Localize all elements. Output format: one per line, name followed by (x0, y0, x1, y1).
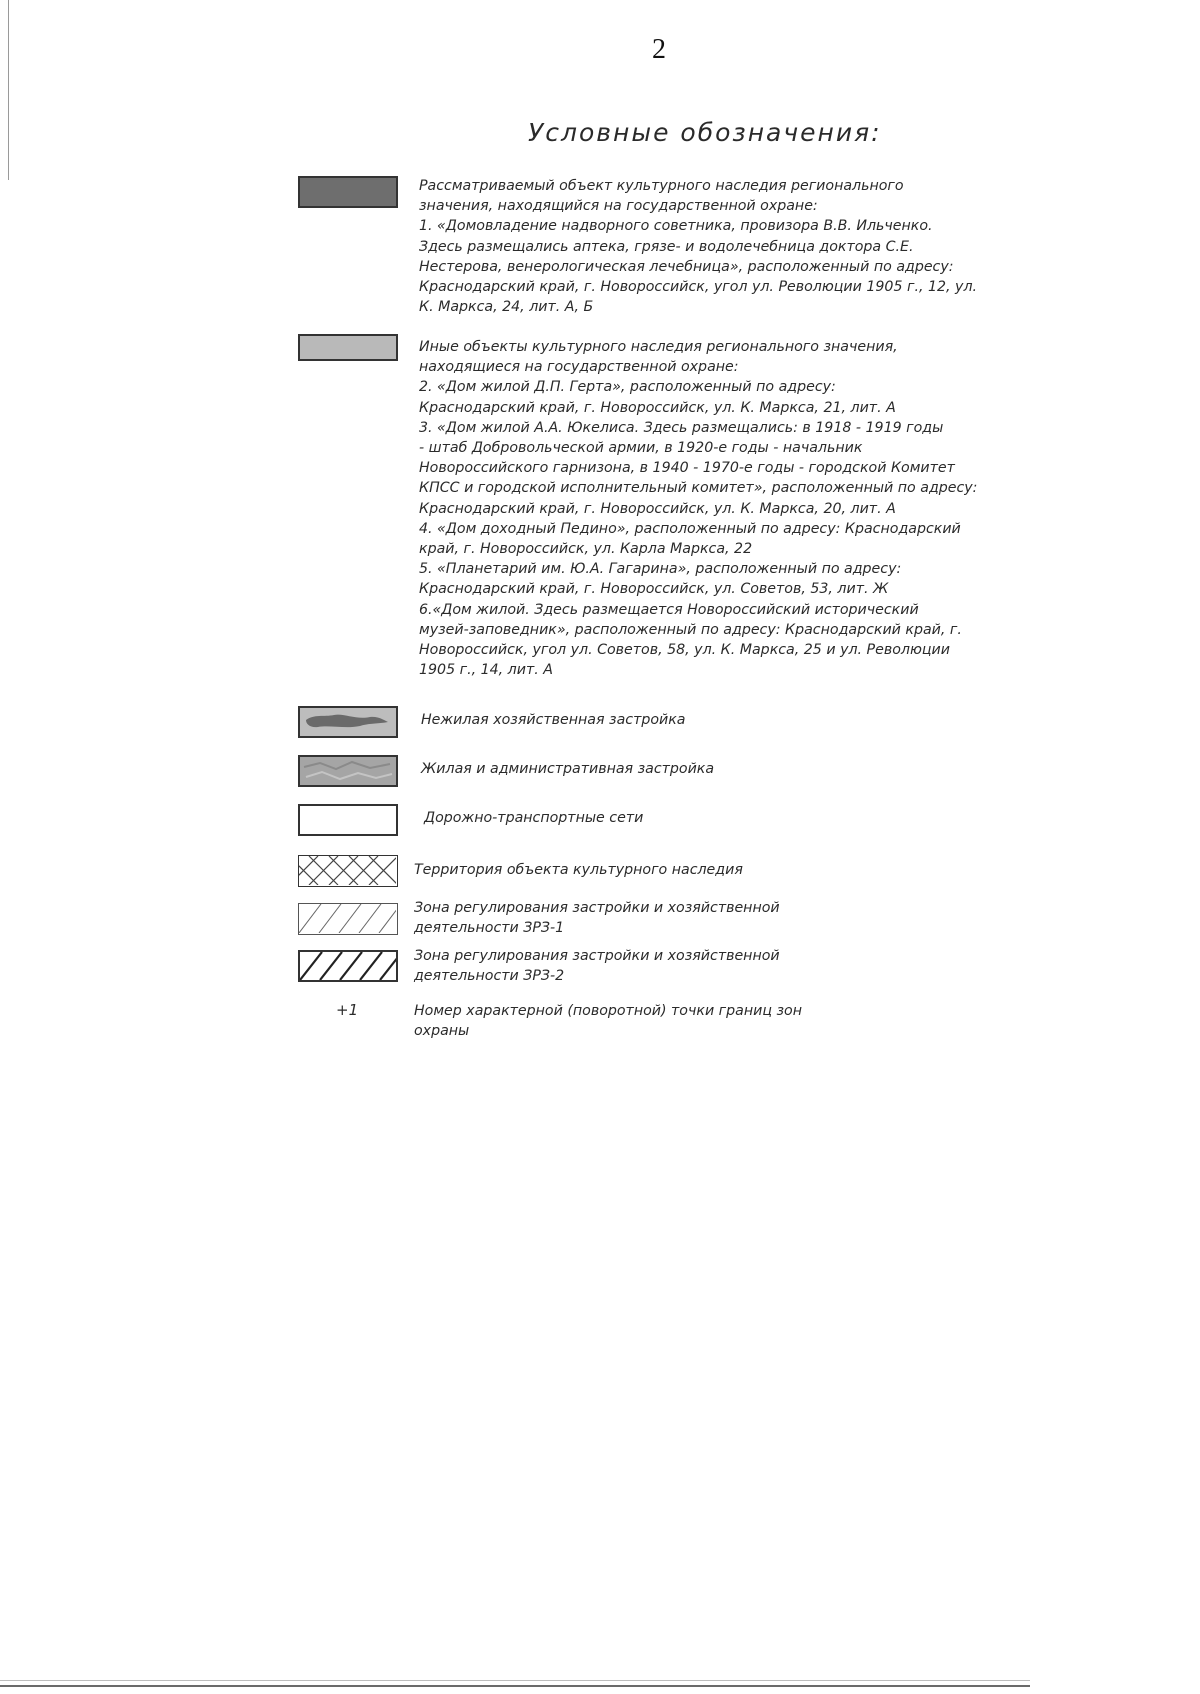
legend-text-line: 6.«Дом жилой. Здесь размещается Новороссийский исторический (419, 601, 919, 618)
legend-text-line: находящиеся на государственной охране: (419, 359, 739, 376)
legend-swatch-territory (298, 855, 398, 887)
legend-text-line: 3. «Дом жилой А.А. Юкелиса. Здесь размещались: в 1918 - 1919 годы (419, 419, 944, 436)
legend-text-zone2 (414, 946, 780, 986)
legend-text-line: Краснодарский край, г. Новороссийск, ул. Советов, 53, лит. Ж (419, 581, 889, 598)
legend-text-zone1 (414, 898, 780, 938)
legend-title: Условные обозначения: (528, 118, 882, 147)
legend-text-line: К. Маркса, 24, лит. А, Б (419, 299, 594, 316)
legend-text-line: 2. «Дом жилой Д.П. Герта», расположенный по адресу: (419, 379, 836, 396)
page-number: 2 (652, 34, 666, 65)
legend-text-line: - штаб Добровольческой армии, в 1920-е годы - начальник (419, 440, 863, 457)
legend-text-line: 1. «Домовладение надворного советника, провизора В.В. Ильченко. (419, 218, 933, 235)
legend-text-line: Номер характерной (поворотной) точки границ зон (414, 1003, 802, 1019)
legend-swatch-other-objects (298, 334, 398, 361)
nonresidential-pattern-icon (300, 708, 396, 736)
legend-text-line: охраны (414, 1023, 470, 1040)
legend-text-line: Краснодарский край, г. Новороссийск, угол ул. Революции 1905 г., 12, ул. (419, 279, 978, 296)
legend-swatch-nonresidential (298, 706, 398, 738)
legend-text-line: край, г. Новороссийск, ул. Карла Маркса, 22 (419, 541, 753, 558)
legend-text-line: музей-заповедник», расположенный по адресу: Краснодарский край, г. (419, 621, 962, 638)
legend-text-line: значения, находящийся на государственной охране: (419, 198, 818, 215)
legend-swatch-zone1 (298, 903, 398, 935)
legend-text-line: деятельности ЗРЗ-2 (414, 968, 565, 985)
legend-text-line: Краснодарский край, г. Новороссийск, ул. К. Маркса, 21, лит. А (419, 399, 896, 416)
legend-swatch-main-object (298, 176, 398, 208)
light-hatch-pattern-icon (299, 904, 396, 933)
legend-text-line: 5. «Планетарий им. Ю.А. Гагарина», расположенный по адресу: (419, 561, 902, 578)
legend-text-line: Здесь размещались аптека, грязе- и водолечебница доктора С.Е. (419, 238, 914, 255)
boundary-point-marker: +1 (336, 1001, 359, 1019)
legend-text-line: Краснодарский край, г. Новороссийск, ул. К. Маркса, 20, лит. А (419, 500, 896, 517)
legend-text-territory: Территория объекта культурного наследия (414, 862, 743, 878)
legend-text-line: Рассматриваемый объект культурного наследия регионального (419, 178, 904, 194)
legend-text-line: Зона регулирования застройки и хозяйственной (414, 900, 780, 916)
residential-pattern-icon (300, 757, 396, 785)
legend-swatch-residential (298, 755, 398, 787)
legend-text-line: 4. «Дом доходный Педино», расположенный по адресу: Краснодарский (419, 520, 961, 537)
legend-text-roads: Дорожно-транспортные сети (424, 810, 644, 826)
legend-text-line: Нестерова, венерологическая лечебница», расположенный по адресу: (419, 258, 954, 275)
legend-text-point (414, 1001, 802, 1041)
legend-text-residential: Жилая и административная застройка (421, 761, 715, 777)
crosshatch-pattern-icon (299, 856, 396, 885)
legend-text-main-object (419, 176, 1024, 317)
legend-text-line: Иные объекты культурного наследия регионального значения, (419, 339, 898, 355)
bold-hatch-pattern-icon (300, 952, 396, 980)
legend-text-line: Новороссийск, угол ул. Советов, 58, ул. К. Маркса, 25 и ул. Революции (419, 642, 950, 659)
legend-text-line: 1905 г., 14, лит. А (419, 662, 553, 679)
legend-text-other-objects (419, 337, 1024, 680)
legend-text-line: Новороссийского гарнизона, в 1940 - 1970-е годы - городской Комитет (419, 460, 955, 477)
legend-text-line: деятельности ЗРЗ-1 (414, 920, 565, 937)
legend-swatch-zone2 (298, 950, 398, 982)
legend-text-nonresidential: Нежилая хозяйственная застройка (421, 712, 686, 728)
scan-edge (0, 1685, 1030, 1687)
legend-text-line: КПСС и городской исполнительный комитет», расположенный по адресу: (419, 480, 978, 497)
scan-edge (0, 1680, 1030, 1681)
legend-swatch-roads (298, 804, 398, 836)
legend-text-line: Зона регулирования застройки и хозяйственной (414, 948, 780, 964)
scan-edge (8, 0, 9, 180)
